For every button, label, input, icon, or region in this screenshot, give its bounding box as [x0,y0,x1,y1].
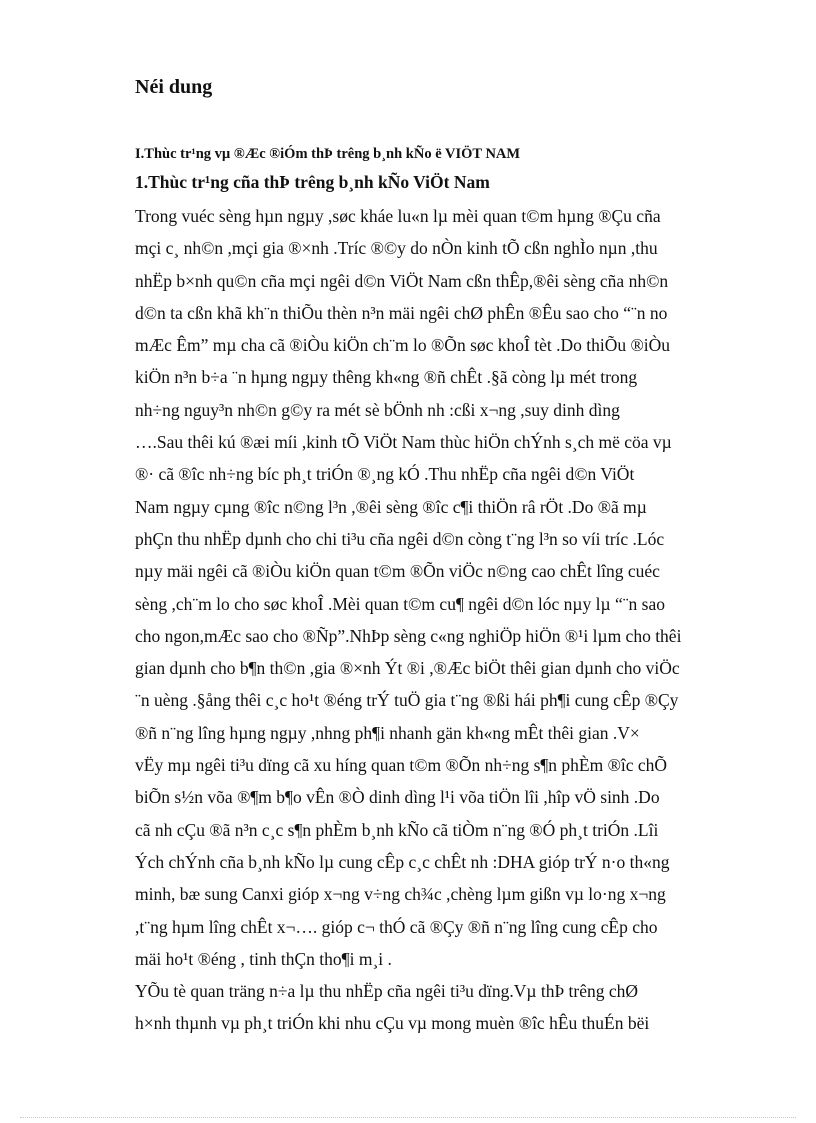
text-line: YÕu tè quan träng n÷a lµ thu nhËp cña ngêi ti³u dïng.Vµ thÞ trêng chØ [135,981,639,1002]
text-line: kiÖn n³n b÷a ¨n hµng ngµy thêng kh«ng ®ñ chÊt .§ã còng lµ mét trong [135,367,638,388]
text-line: nh÷ng nguy³n nh©n g©y ra mét sè bÖnh nh :cßi x¬ng ,suy dinh dìng [135,399,620,420]
subsection-title: 1.Thùc tr¹ng cña thÞ trêng b¸nh kÑo ViÖt Nam [135,172,490,192]
text-line: ….Sau thêi kú ®æi míi ,kinh tÕ ViÖt Nam thùc hiÖn chÝnh s¸ch më cöa vµ [135,432,672,453]
text-line: ®ñ n¨ng lîng hµng ngµy ,nhng ph¶i nhanh gän kh«ng mÊt thêi gian .V× [135,722,640,743]
text-line: sèng ,ch¨m lo cho søc khoÎ .Mèi quan t©m cu¶ ngêi d©n lóc nµy lµ “¨n sao [135,593,665,614]
page-heading: Néi dung [135,76,213,98]
text-line: mäi ho¹t ®éng , tinh thÇn tho¶i m¸i . [135,948,392,969]
text-line: cho ngon,mÆc sao cho ®Ñp”.NhÞp sèng c«ng nghiÖp hiÖn ®¹i lµm cho thêi [135,625,682,646]
text-line: mÆc Êm” mµ cha cã ®iÒu kiÖn ch¨m lo ®Õn søc khoÎ tèt .Do thiÕu ®iÒu [135,335,671,356]
text-line: Trong vuéc sèng hµn ngµy ,søc kháe lu«n lµ mèi quan t©m hµng ®Çu cña [135,206,661,226]
section-title: I.Thùc tr¹ng vµ ®Æc ®iÓm thÞ trêng b¸nh kÑo ë VIÖT NAM [135,146,521,162]
text-line: ®· cã ®îc nh÷ng bíc ph¸t triÓn ®¸ng kÓ .Thu nhËp cña ngêi d©n ViÖt [135,464,635,485]
text-line: gian dµnh cho b¶n th©n ,gia ®×nh Ýt ®i ,®Æc biÖt thêi gian dµnh cho viÖc [135,658,680,679]
text-line: d©n ta cßn khã kh¨n thiÕu thèn n³n mäi ngêi chØ phÊn ®Êu sao cho “¨n no [135,302,668,323]
text-line: cã nh cÇu ®ã n³n c¸c s¶n phÈm b¸nh kÑo cã tiÒm n¨ng ®Ó ph¸t triÓn .Lîi [135,819,659,840]
text-line: nµy mäi ngêi cã ®iÒu kiÖn quan t©m ®Õn viÖc n©ng cao chÊt lîng cuéc [135,561,660,582]
text-line: Nam ngµy cµng ®îc n©ng l³n ,®êi sèng ®îc c¶i thiÖn râ rÖt .Do ®ã mµ [135,496,647,517]
text-line: ¨n uèng .§ång thêi c¸c ho¹t ®éng trÝ tuÖ gia t¨ng ®ßi hái ph¶i cung cÊp ®Çy [135,690,679,711]
text-line: mçi c¸ nh©n ,mçi gia ®×nh .Tríc ®©y do nÒn kinh tÕ cßn nghÌo nµn ,thu [135,238,658,259]
text-line: minh, bæ sung Canxi gióp x¬ng v÷ng ch¾c ,chèng lµm gißn vµ lo·ng x¬ng [135,884,666,905]
text-line: ,t¨ng hµm lîng chÊt x¬…. gióp c¬ thÓ cã ®Çy ®ñ n¨ng lîng cung cÊp cho [135,916,658,937]
text-line: phÇn thu nhËp dµnh cho chi ti³u cña ngêi d©n còng t¨ng l³n so víi tríc .Lóc [135,528,665,549]
page-bottom-divider [20,1117,796,1118]
text-line: nhËp b×nh qu©n cña mçi ngêi d©n ViÖt Nam cßn thÊp,®êi sèng cña nh©n [135,270,669,291]
text-line: biÕn s½n võa ®¶m b¶o vÊn ®Ò dinh dìng l¹i võa tiÖn lîi ,hîp vÖ sinh .Do [135,787,660,808]
text-line: h×nh thµnh vµ ph¸t triÓn khi nhu cÇu vµ mong muèn ®îc hÊu thuÉn bëi [135,1013,650,1034]
body-text [135,200,739,1040]
text-line: vËy mµ ngêi ti³u dïng cã xu híng quan t©m ®Õn nh÷ng s¶n phÈm ®îc chÕ [135,755,668,776]
text-line: Ých chÝnh cña b¸nh kÑo lµ cung cÊp c¸c chÊt nh :DHA gióp trÝ n·o th«ng [135,851,670,872]
